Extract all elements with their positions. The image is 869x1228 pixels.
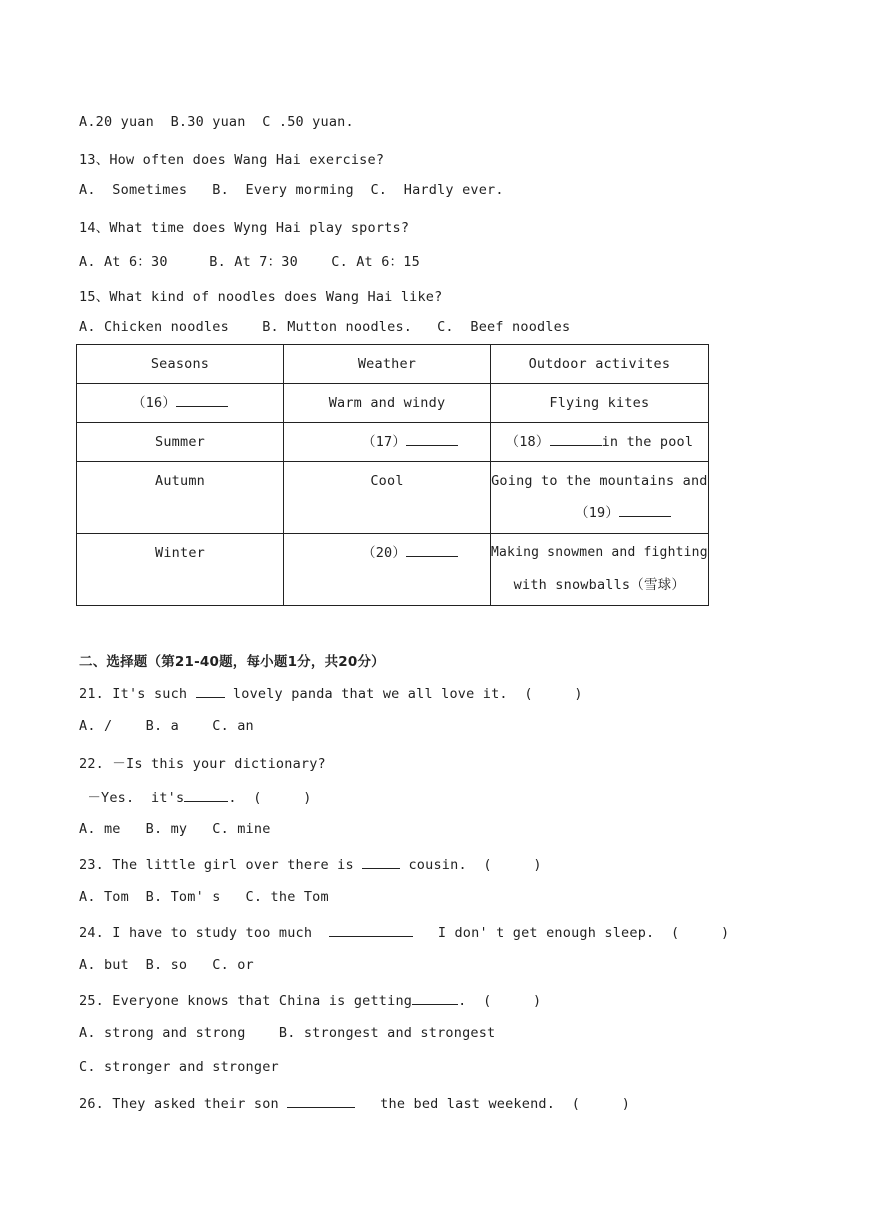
q23-text-b: cousin. ( ) [400,857,542,873]
cell-autumn-weather: Cool [284,462,491,534]
answer-options-15: A. Chicken noodles B. Mutton noodles. C. Beef noodles [79,319,571,335]
table-row [77,462,709,534]
q25-text-a: 25. Everyone knows that China is getting [79,993,413,1009]
table-row [77,384,709,423]
answer-options-14: A. At 6：30 B. At 7：30 C. At 6：15 [79,254,420,270]
answer-blank-24[interactable] [329,923,413,937]
q26-text-a: 26. They asked their son [79,1096,288,1112]
q25-text-b: . ( ) [458,993,542,1009]
q26-text-b: the bed last weekend. ( ) [355,1096,631,1112]
answer-options-25: A. strong and strong B. strongest and strongest [79,1025,496,1041]
q22-text-a: －Yes. it's [79,790,185,806]
blank-18-label: （18） [505,434,550,450]
answer-options-22: A. me B. my C. mine [79,821,271,837]
seasons-table [76,344,709,606]
answer-options-13: A. Sometimes B. Every morming C. Hardly ever. [79,182,504,198]
question-26 [79,1094,630,1112]
answer-blank-20[interactable] [406,543,458,557]
answer-blank-18[interactable] [550,432,602,446]
answer-blank-16[interactable] [176,393,228,407]
blank-20-label: （20） [362,545,407,561]
answer-blank-17[interactable] [406,432,458,446]
answer-options-23: A. Tom B. Tom' s C. the Tom [79,889,329,905]
question-13: 13、How often does Wang Hai exercise? [79,152,385,168]
table-row [77,423,709,462]
question-25 [79,991,541,1009]
q22-text-b: . ( ) [228,790,312,806]
answer-blank-19[interactable] [619,503,671,517]
answer-blank-25[interactable] [412,991,458,1005]
question-14: 14、What time does Wyng Hai play sports? [79,220,410,236]
cell-16 [77,384,284,423]
question-24 [79,923,729,941]
q23-text-a: 23. The little girl over there is [79,857,363,873]
answer-blank-22[interactable] [184,788,228,802]
section-heading: 二、选择题（第21-40题，每小题1分，共20分） [79,654,385,670]
cell-spring-weather: Warm and windy [284,384,491,423]
answer-blank-23[interactable] [362,855,400,869]
q24-text-b: I don' t get enough sleep. ( ) [412,925,730,941]
cell-18 [491,423,709,462]
cell-17 [284,423,491,462]
question-22-response [79,786,312,806]
question-22: 22. －Is this your dictionary? [79,756,326,772]
blank-17-label: （17） [362,434,407,450]
table-row [77,534,709,606]
q21-text-a: 21. It's such [79,686,196,702]
header-outdoor-activities: Outdoor activites [491,345,709,384]
answer-blank-26[interactable] [287,1094,355,1108]
answer-blank-21[interactable] [196,684,225,698]
q21-text-b: lovely panda that we all love it. ( ) [224,686,583,702]
question-23 [79,855,542,873]
question-21 [79,684,583,702]
cell-19: Going to the mountains and （19） [491,462,709,534]
cell-autumn: Autumn [77,462,284,534]
blank-16-label: （16） [131,395,177,411]
answer-options-24: A. but B. so C. or [79,957,254,973]
answer-options-21: A. / B. a C. an [79,718,254,734]
question-15: 15、What kind of noodles does Wang Hai like? [79,289,443,305]
q24-text-a: 24. I have to study too much [79,925,329,941]
cell-spring-activity: Flying kites [491,384,709,423]
answer-options-25b: C. stronger and stronger [79,1059,279,1075]
blank-19-label: （19） [575,505,620,521]
pool-text: in the pool [601,434,694,450]
header-seasons: Seasons [77,345,284,384]
cell-winter-activity: Making snowmen and fighting with snowballs（雪球） [491,534,709,606]
table-header-row [77,345,709,384]
cell-summer: Summer [77,423,284,462]
cell-winter: Winter [77,534,284,606]
answer-options-line: A.20 yuan B.30 yuan C .50 yuan. [79,114,354,130]
header-weather: Weather [284,345,491,384]
cell-20 [284,534,491,606]
